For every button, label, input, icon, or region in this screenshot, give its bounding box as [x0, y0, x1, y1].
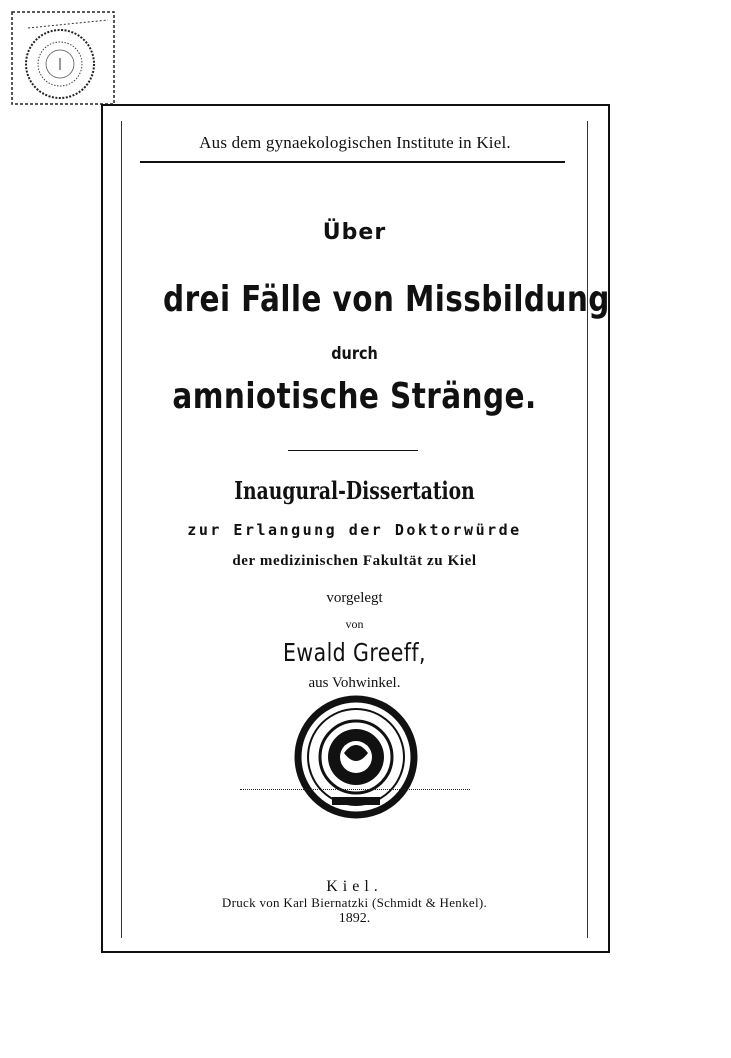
publication-year: 1892.: [338, 911, 371, 926]
dissertation-purpose: zur Erlangung der Doktorwürde: [187, 521, 522, 539]
submitted-label: vorgelegt: [326, 590, 383, 606]
library-seal-icon: [292, 693, 420, 821]
by-label: von: [345, 617, 364, 631]
author-name: Ewald Greeff,: [283, 638, 426, 667]
institute-header: Aus dem gynaekologischen Institute in Kiel.: [199, 133, 511, 152]
title-connector: durch: [331, 344, 378, 364]
title-line-1: drei Fälle von Missbildung: [163, 279, 610, 320]
library-stamp-icon: [8, 8, 118, 108]
pre-title: Über: [322, 220, 387, 245]
title-line-2: amniotische Stränge.: [172, 376, 537, 417]
header-rule: [140, 161, 565, 163]
printer-line: Druck von Karl Biernatzki (Schmidt & Henkel).: [221, 895, 488, 910]
dotted-divider: [240, 789, 470, 790]
dissertation-type: Inaugural-Dissertation: [234, 476, 475, 505]
author-origin: aus Vohwinkel.: [308, 675, 401, 691]
publication-place: Kiel.: [326, 878, 383, 895]
faculty-line: der medizinischen Fakultät zu Kiel: [232, 553, 477, 569]
title-divider: [288, 450, 418, 451]
